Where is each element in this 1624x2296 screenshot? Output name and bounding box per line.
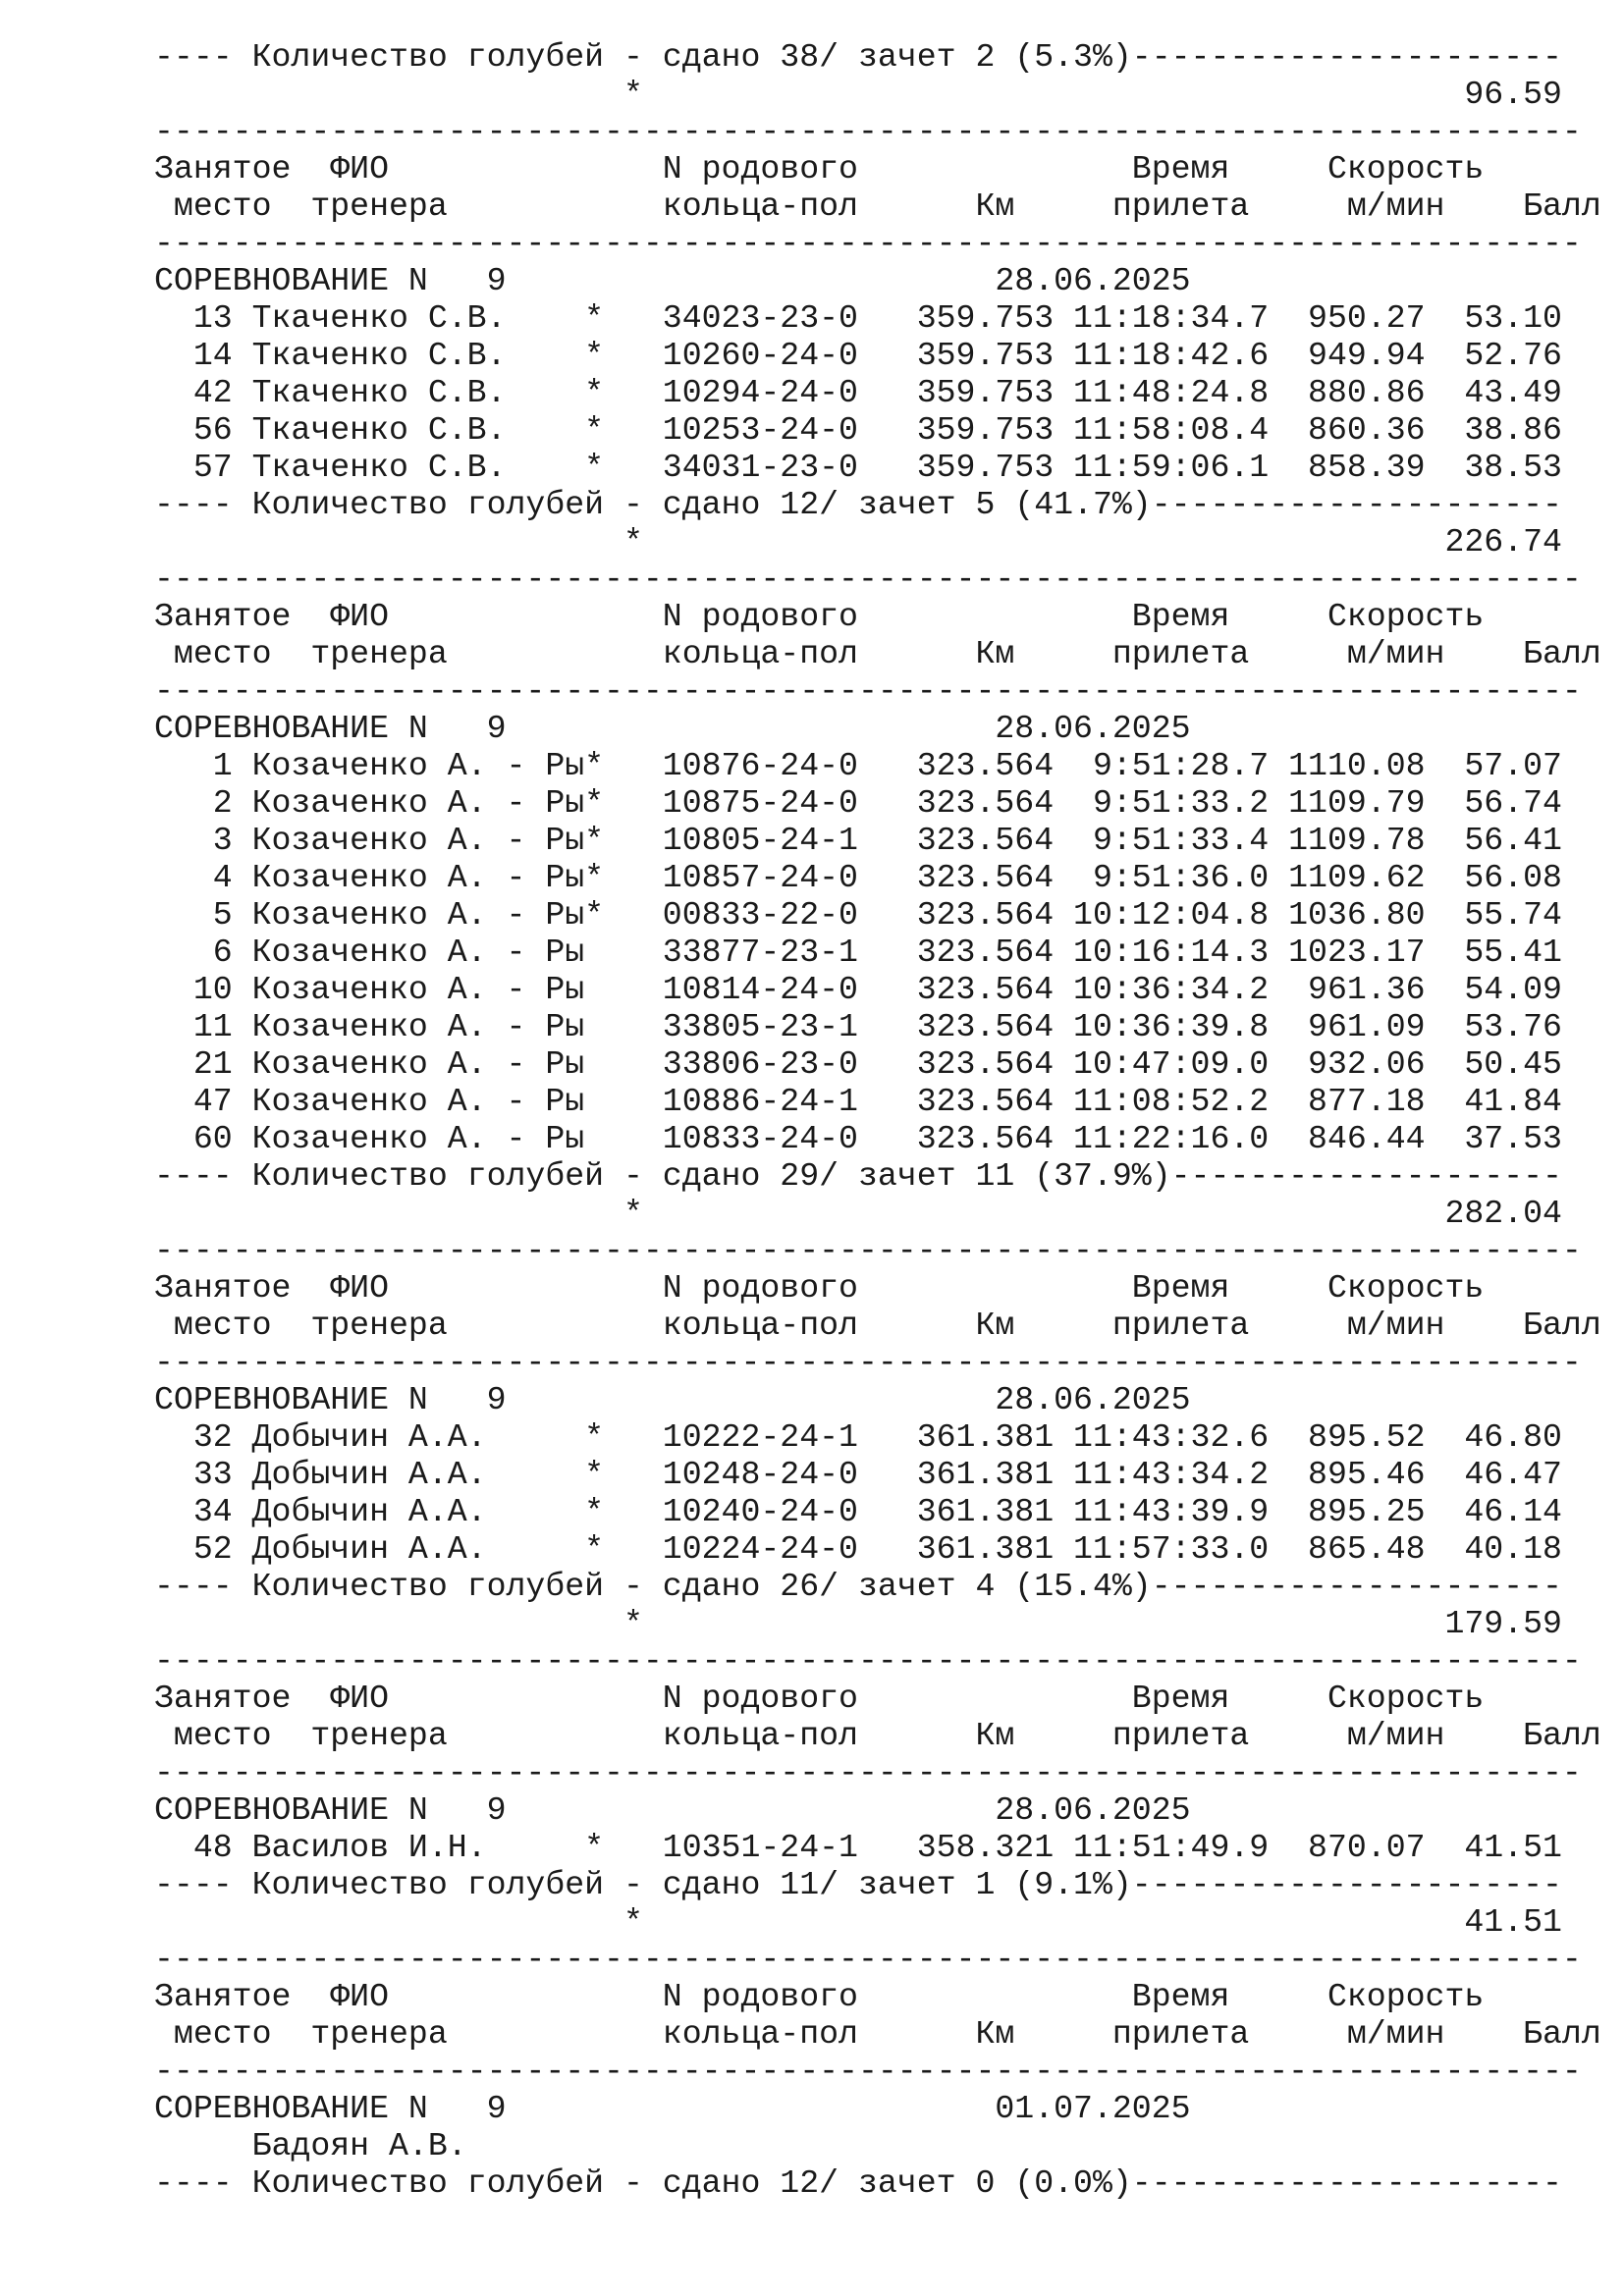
competition-header: СОРЕВНОВАНИЕ N 9 28.06.2025	[154, 262, 1191, 299]
result-row: 5 Козаченко А. - Ры* 00833-22-0 323.564 10:12:04.8 1036.80 55.74	[154, 896, 1562, 934]
summary-line: ---- Количество голубей - сдано 12/ зачет 0 (0.0%)----------------------	[154, 2164, 1562, 2202]
result-row: 13 Ткаченко С.В. * 34023-23-0 359.753 11:18:34.7 950.27 53.10	[154, 299, 1562, 337]
competition-header: СОРЕВНОВАНИЕ N 9 28.06.2025	[154, 1791, 1191, 1829]
result-row: 14 Ткаченко С.В. * 10260-24-0 359.753 11:18:42.6 949.94 52.76	[154, 337, 1562, 374]
result-row: 32 Добычин А.А. * 10222-24-1 361.381 11:43:32.6 895.52 46.80	[154, 1418, 1562, 1456]
score-total-line: * 41.51	[154, 1903, 1562, 1941]
summary-line: ---- Количество голубей - сдано 26/ зачет 4 (15.4%)---------------------	[154, 1568, 1562, 1605]
competition-header: СОРЕВНОВАНИЕ N 9 28.06.2025	[154, 710, 1191, 747]
column-header: Занятое ФИО N родового Время Скорость	[154, 598, 1485, 635]
result-row: 3 Козаченко А. - Ры* 10805-24-1 323.564 9:51:33.4 1109.78 56.41	[154, 822, 1562, 859]
column-header: место тренера кольца-пол Км прилета м/мин Балл	[154, 2015, 1601, 2053]
separator-line: -------------------------------------------------------------------------	[154, 1754, 1582, 1791]
separator-line: -------------------------------------------------------------------------	[154, 113, 1582, 150]
participant-line: Бадоян А.В.	[154, 2127, 467, 2164]
result-row: 33 Добычин А.А. * 10248-24-0 361.381 11:43:34.2 895.46 46.47	[154, 1456, 1562, 1493]
result-row: 52 Добычин А.А. * 10224-24-0 361.381 11:57:33.0 865.48 40.18	[154, 1530, 1562, 1568]
column-header: место тренера кольца-пол Км прилета м/мин Балл	[154, 1717, 1601, 1754]
separator-line: -------------------------------------------------------------------------	[154, 1232, 1582, 1269]
separator-line: -------------------------------------------------------------------------	[154, 225, 1582, 262]
separator-line: -------------------------------------------------------------------------	[154, 2053, 1582, 2090]
result-row: 42 Ткаченко С.В. * 10294-24-0 359.753 11:48:24.8 880.86 43.49	[154, 374, 1562, 411]
result-row: 56 Ткаченко С.В. * 10253-24-0 359.753 11:58:08.4 860.36 38.86	[154, 411, 1562, 449]
result-row: 21 Козаченко А. - Ры 33806-23-0 323.564 10:47:09.0 932.06 50.45	[154, 1045, 1562, 1083]
score-total-line: * 282.04	[154, 1195, 1562, 1232]
column-header: Занятое ФИО N родового Время Скорость	[154, 1269, 1485, 1307]
result-row: 34 Добычин А.А. * 10240-24-0 361.381 11:43:39.9 895.25 46.14	[154, 1493, 1562, 1530]
result-row: 10 Козаченко А. - Ры 10814-24-0 323.564 10:36:34.2 961.36 54.09	[154, 971, 1562, 1008]
summary-line: ---- Количество голубей - сдано 11/ зачет 1 (9.1%)----------------------	[154, 1866, 1562, 1903]
separator-line: -------------------------------------------------------------------------	[154, 1642, 1582, 1680]
score-total-line: * 96.59	[154, 76, 1562, 113]
column-header: Занятое ФИО N родового Время Скорость	[154, 150, 1485, 187]
race-results-report	[154, 38, 1601, 2202]
column-header: место тренера кольца-пол Км прилета м/мин Балл	[154, 187, 1601, 225]
result-row: 57 Ткаченко С.В. * 34031-23-0 359.753 11:59:06.1 858.39 38.53	[154, 449, 1562, 486]
summary-line: ---- Количество голубей - сдано 29/ зачет 11 (37.9%)--------------------	[154, 1157, 1562, 1195]
result-row: 48 Василов И.Н. * 10351-24-1 358.321 11:51:49.9 870.07 41.51	[154, 1829, 1562, 1866]
column-header: место тренера кольца-пол Км прилета м/мин Балл	[154, 1307, 1601, 1344]
competition-header: СОРЕВНОВАНИЕ N 9 28.06.2025	[154, 1381, 1191, 1418]
result-row: 6 Козаченко А. - Ры 33877-23-1 323.564 10:16:14.3 1023.17 55.41	[154, 934, 1562, 971]
result-row: 60 Козаченко А. - Ры 10833-24-0 323.564 11:22:16.0 846.44 37.53	[154, 1120, 1562, 1157]
column-header: Занятое ФИО N родового Время Скорость	[154, 1978, 1485, 2015]
summary-line: ---- Количество голубей - сдано 12/ зачет 5 (41.7%)---------------------	[154, 486, 1562, 523]
competition-header: СОРЕВНОВАНИЕ N 9 01.07.2025	[154, 2090, 1191, 2127]
separator-line: -------------------------------------------------------------------------	[154, 672, 1582, 710]
score-total-line: * 226.74	[154, 523, 1562, 561]
score-total-line: * 179.59	[154, 1605, 1562, 1642]
separator-line: -------------------------------------------------------------------------	[154, 1344, 1582, 1381]
column-header: Занятое ФИО N родового Время Скорость	[154, 1680, 1485, 1717]
separator-line: -------------------------------------------------------------------------	[154, 561, 1582, 598]
result-row: 2 Козаченко А. - Ры* 10875-24-0 323.564 9:51:33.2 1109.79 56.74	[154, 784, 1562, 822]
result-row: 4 Козаченко А. - Ры* 10857-24-0 323.564 9:51:36.0 1109.62 56.08	[154, 859, 1562, 896]
summary-line: ---- Количество голубей - сдано 38/ зачет 2 (5.3%)----------------------	[154, 38, 1562, 76]
result-row: 11 Козаченко А. - Ры 33805-23-1 323.564 10:36:39.8 961.09 53.76	[154, 1008, 1562, 1045]
column-header: место тренера кольца-пол Км прилета м/мин Балл	[154, 635, 1601, 672]
separator-line: -------------------------------------------------------------------------	[154, 1941, 1582, 1978]
result-row: 1 Козаченко А. - Ры* 10876-24-0 323.564 9:51:28.7 1110.08 57.07	[154, 747, 1562, 784]
result-row: 47 Козаченко А. - Ры 10886-24-1 323.564 11:08:52.2 877.18 41.84	[154, 1083, 1562, 1120]
